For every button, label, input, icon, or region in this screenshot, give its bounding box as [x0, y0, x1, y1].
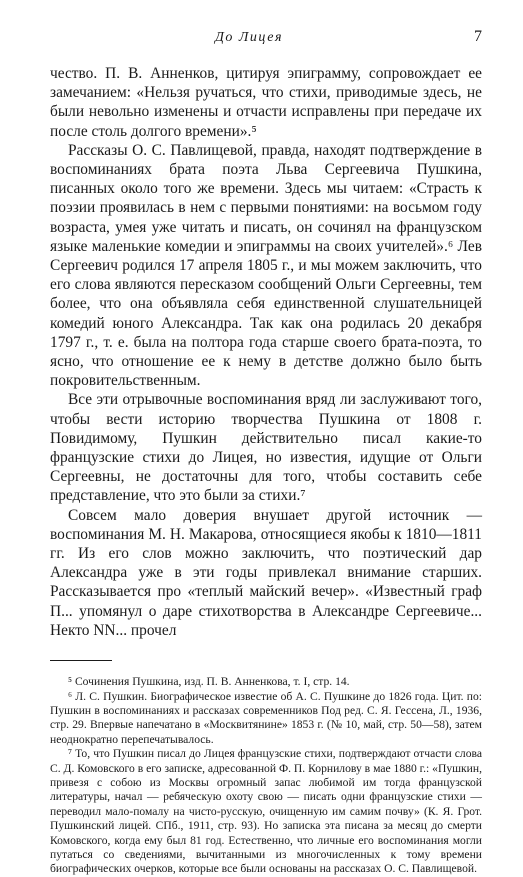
footnote: ⁷ То, что Пушкин писал до Лицея французские стихи, подтверждают отчасти слова С. Д. Комовского в его записке, адресованной Ф. П. Корнилову в мае 1880 г.: «Пушкин, привезя с собою из Москвы огромный запас любимой им тогда французской литературы, начал — ребяческую охоту свою — писать одни французские стихи — переводил мало-помалу на чисто-русскую, очищенную им самим почву» (К. Я. Грот. Пушкинский лицей. СПб., 1911, стр. 93). Но записка эта писана за месяц до смерти Комовского, когда ему был 81 год. Естественно, что личные его воспоминания могли путаться со сведениями, вычитанными из многочисленных к тому времени биографических очерков, которые все были основаны на рассказах О. С. Павлищевой. [50, 747, 482, 876]
paragraph: Совсем мало доверия внушает другой источник — воспоминания М. Н. Макарова, относящиеся якобы к 1810—1811 гг. Из его слов можно заключить, что поэтический дар Александра уже в эти годы привлекал внимание старших. Рассказывается про «теплый майский вечер». «Известный граф П... упомянул о даре стихотворства в Александре Сергеевиче... Некто NN... прочел [50, 506, 482, 639]
page-number: 7 [474, 28, 482, 45]
footnotes [50, 675, 482, 877]
footnote: ⁵ Сочинения Пушкина, изд. П. В. Анненкова, т. I, стр. 14. [68, 675, 350, 689]
footnote: ⁶ Л. С. Пушкин. Биографическое известие об А. С. Пушкине до 1826 года. Цит. по: Пушкин в воспоминаниях и рассказах современников Под ред. С. Я. Гессена, Л., 1936, стр. 29. Впервые напечатано в «Москвитянине» 1853 г. (№ 10, май, стр. 50—58), затем неоднократно перепечатывалось. [50, 689, 482, 746]
paragraph: Все эти отрывочные воспоминания вряд ли заслуживают того, чтобы вести историю творчества Пушкина от 1808 г. Повидимому, Пушкин действительно писал какие-то французские стихи до Лицея, но известия, идущие от Ольги Сергеевны, не достаточны для того, чтобы составить себе представление, что это были за стихи.⁷ [50, 391, 482, 505]
main-text [50, 64, 482, 640]
book-page [50, 22, 482, 877]
paragraph: чество. П. В. Анненков, цитируя эпиграмму, сопровождает ее замечанием: «Нельзя ручаться, что стихи, приводимые здесь, не были невольно изменены и отчасти исправлены при передаче их после столь долгого времени».⁵ [50, 65, 482, 140]
footnote-divider [50, 660, 112, 661]
paragraph: Рассказы О. С. Павлищевой, правда, находят подтверждение в воспоминаниях брата поэта Льва Сергеевича Пушкина, писанных около того же времени. Здесь мы читаем: «Страсть к поэзии проявилась в нем с первыми понятиями: на восьмом году возраста, умея уже читать и писать, он сочинял на французском языке маленькие комедии и эпиграммы на своих учителей».⁶ Лев Сергеевич родился 17 апреля 1805 г., и мы можем заключить, что его слова являются пересказом сообщений Ольги Сергеевны, тем более, что она объявляла себя единственной слушательницей комедий юного Александра. Так как она родилась 20 декабря 1797 г., т. е. была на полтора года старше своего брата-поэта, то ясно, что отношение ее к нему в детстве должно было быть покровительственным. [50, 141, 482, 390]
page-header [50, 22, 482, 50]
running-title: До Лицея [215, 30, 283, 45]
